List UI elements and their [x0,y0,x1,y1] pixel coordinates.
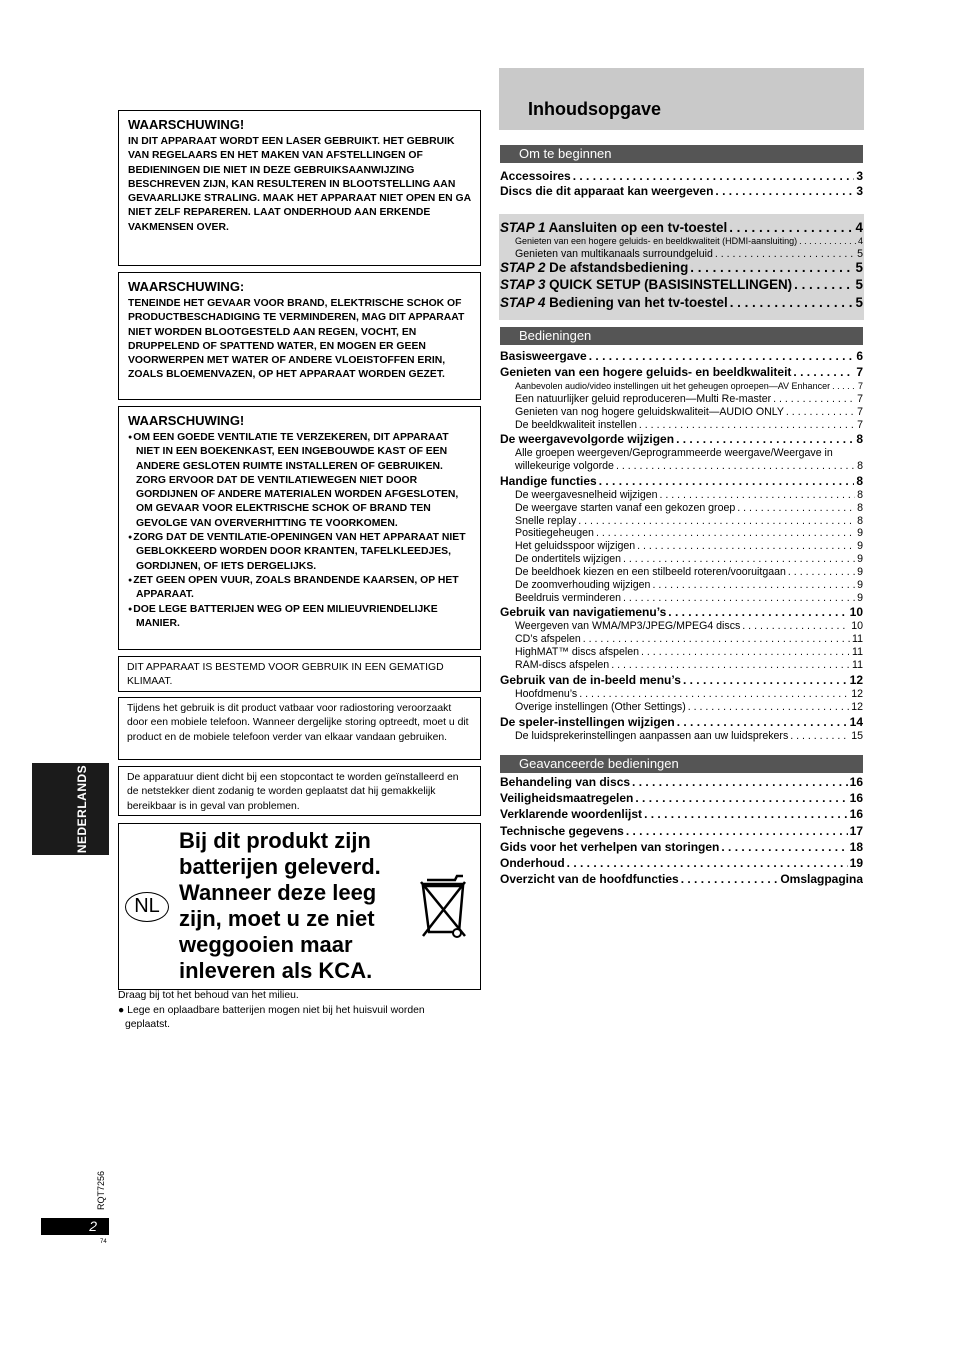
toc-page-number: 9 [857,527,863,539]
toc-entry-title: De weergavesnelheid wijzigen [515,489,658,501]
toc-page-number: 5 [855,260,863,275]
toc-entry [500,791,863,805]
toc-dot-leader [637,540,855,552]
toc-dot-leader [773,393,855,405]
toc-entry [515,447,863,459]
toc-entry [500,365,863,379]
toc-page-number: 7 [857,419,863,431]
toc-entry-title: Onderhoud [500,856,565,870]
toc-page-number: 4 [857,236,863,246]
toc-entry [515,381,863,391]
toc-dot-leader [578,515,855,527]
warning-text: IN DIT APPARAAT WORDT EEN LASER GEBRUIKT. HET GEBRUIK VAN REGELAARS EN HET MAKEN VAN AFSTELLINGEN OF BEDIENINGEN DIE NIET IN DEZE GEBRUIKSAANWIJZING BESCHREVEN ZIJN, KAN RESULTEREN IN BLOOTSTELLING AAN GEVAARLIJKE STRALING. MAAK HET APPARAAT NIET OPEN EN GA NIET ZELF REPAREREN. LAAT ONDERHOUD AAN ERKENDE VAKMENSEN OVER. [128,136,471,233]
toc-entry-title: Aanbevolen audio/video instellingen uit het geheugen oproepen—AV Enhancer [515,381,831,391]
toc-entry [515,527,863,539]
toc-page-number: 8 [857,502,863,514]
toc-dot-leader [623,553,855,565]
toc-entry-title: Genieten van een hogere geluids- en beeldkwaliteit [500,365,792,379]
toc-page-number: 4 [855,220,863,235]
toc-dot-leader [579,688,849,700]
toc-page-number: 3 [856,169,863,183]
toc-entry-title: willekeurige volgorde [515,460,614,472]
language-label: NEDERLANDS [75,764,89,854]
toc-entry [515,730,863,742]
document-code: RQT7256 [96,1170,106,1210]
toc-page-number: 16 [849,775,863,789]
toc-entry [500,277,863,292]
toc-page-number: 15 [851,730,863,742]
warning-item: ● OM EEN GOEDE VENTILATIE TE VERZEKEREN, DIT APPARAAT NIET IN EEN BOEKENKAST, EEN INGEBOUWDE KAST OF EEN ANDERE GESLOTEN RUIMTE INSTALLEREN OF GEBRUIKEN. ZORG ERVOOR DAT DE VENTILATIEWEGEN NIET DOOR GORDIJNEN OF ANDERE MATERIALEN WORDEN AFGESLOTEN, OM GEVAAR VOOR ELEKTRISCHE SCHOK OF BRAND TEN GEVOLGE VAN OVERVERHITTING TE VOORKOMEN. [128,431,472,531]
toc-entry-title: De ondertitels wijzigen [515,553,621,565]
toc-entry [515,489,863,501]
toc-dot-leader [596,527,855,539]
toc-dot-leader [616,460,855,472]
toc-entry [515,688,863,700]
toc-entry-title: De beeldhoek kiezen en een stilbeeld roteren/vooruitgaan [515,566,786,578]
toc-entry-title: Beeldruis verminderen [515,592,621,604]
toc-dot-leader [676,432,854,446]
toc-header [499,68,864,130]
toc-entry-title: De weergavevolgorde wijzigen [500,432,675,446]
toc-page-number: 6 [856,349,863,363]
toc-dot-leader [611,659,850,671]
toc-page-number: 7 [857,393,863,405]
toc-page-number: 5 [855,277,863,292]
toc-page-number: 5 [857,248,863,260]
toc-page-number: 3 [856,184,863,198]
crossed-bin-icon [419,874,469,940]
toc-entry-title: RAM-discs afspelen [515,659,610,671]
toc-entry [500,872,863,886]
toc-dot-leader [788,566,855,578]
toc-entry-title: Alle groepen weergeven/Geprogrammeerde weergave/Weergave in [515,447,833,459]
toc-entry-title: Het geluidsspoor wijzigen [515,540,636,552]
toc-dot-leader [793,365,854,379]
toc-dot-leader [660,489,856,501]
toc-dot-leader [681,872,779,886]
toc-entry-title: Positiegeheugen [515,527,594,539]
toc-entry-title: HighMAT™ discs afspelen [515,646,640,658]
toc-dot-leader [599,474,855,488]
stap-label: STAP 2 [500,260,546,275]
toc-page-number: 5 [855,295,863,310]
toc-page-number: 8 [856,474,863,488]
toc-page-number: 8 [857,515,863,527]
toc-page-number: 9 [857,566,863,578]
toc-entry [515,460,863,472]
toc-dot-leader [690,260,853,275]
toc-entry-title: Basisweergave [500,349,587,363]
toc-entry-title: Gebruik van navigatiemenu’s [500,605,667,619]
toc-entry [515,659,863,671]
warning-title: WAARSCHUWING! [128,117,245,132]
toc-entry-title: Genieten van multikanaals surroundgeluid [515,248,713,260]
toc-dot-leader [641,646,850,658]
warning-water-box [118,272,481,400]
toc-entry [515,515,863,527]
toc-entry [515,248,863,260]
warning-text: TENEINDE HET GEVAAR VOOR BRAND, ELEKTRISCHE SCHOK OF PRODUCTBESCHADIGING TE VERMINDEREN, MAG DIT APPARAAT NIET WORDEN BLOOTGESTELD AAN REGEN, VOCHT, EN DRUPPELEND OF SPATTEND WATER, EN MOGEN ER GEEN VOORWERPEN MET WATER OF ANDERE VLOEISTOFFEN ERIN, ZOALS BLOEMENVAZEN, OP HET APPARAAT WORDEN GEZET. [128,298,465,381]
toc-entry-title: Een natuurlijker geluid reproduceren—Multi Re-master [515,393,772,405]
toc-dot-leader [730,295,854,310]
toc-dot-leader [635,791,847,805]
toc-entry-title: Weergeven van WMA/MP3/JPEG/MPEG4 discs [515,620,741,632]
toc-dot-leader [626,824,848,838]
toc-entry [500,260,863,275]
toc-entry [500,295,863,310]
toc-entry-title: Snelle replay [515,515,577,527]
toc-dot-leader [786,406,855,418]
warning-list [128,431,472,631]
toc-dot-leader [639,419,855,431]
toc-page-number: 18 [849,840,863,854]
toc-page-number: 11 [852,633,863,645]
toc-entry [515,701,863,713]
toc-page-number: 17 [849,824,863,838]
toc-entry [515,419,863,431]
phone-notice [118,697,481,760]
toc-page-number: 10 [851,620,863,632]
stap-label: STAP 3 [500,277,546,292]
toc-entry [500,432,863,446]
toc-page-number: 14 [849,715,863,729]
toc-page-number: 8 [857,489,863,501]
toc-entry [515,592,863,604]
toc-page-number: 8 [856,432,863,446]
warning-title: WAARSCHUWING! [128,413,245,428]
toc-entry-title: Technische gegevens [500,824,624,838]
toc-entry-title: Handige functies [500,474,597,488]
toc-entry [500,169,863,183]
toc-entry-title: De beeldkwaliteit instellen [515,419,637,431]
toc-dot-leader [632,775,848,789]
toc-dot-leader [573,169,855,183]
toc-entry [515,579,863,591]
toc-entry [500,673,863,687]
toc-entry-title: Discs die dit apparaat kan weergeven [500,184,714,198]
toc-entry-title: Overige instellingen (Other Settings) [515,701,686,713]
toc-entry [500,474,863,488]
toc-entry [515,236,863,246]
toc-dot-leader [677,715,848,729]
toc-entry-title: STAP 3 QUICK SETUP (BASISINSTELLINGEN) [500,277,793,292]
kca-note: Draag bij tot het behoud van het milieu. [118,990,299,1001]
toc-entry [500,824,863,838]
page-number: 2 [89,1218,97,1234]
toc-entry-title: Gids voor het verhelpen van storingen [500,840,720,854]
toc-entry [515,620,863,632]
climate-notice [118,656,481,692]
warning-ventilation-box [118,406,481,650]
toc-dot-leader [832,381,856,391]
toc-entry-title: De speler-instellingen wijzigen [500,715,675,729]
socket-text: De apparatuur dient dicht bij een stopcontact te worden geïnstalleerd en de netstekker dient zodanig te worden geplaatst dat hij gemakkelijk bereikbaar is in geval van problemen. [127,772,459,812]
warning-title: WAARSCHUWING: [128,279,245,294]
toc-entry [515,393,863,405]
page-number-bar [41,1218,109,1235]
toc-page-number: 9 [857,592,863,604]
toc-page-number: 7 [857,406,863,418]
toc-entry [500,220,863,235]
toc-page-number: 9 [857,579,863,591]
warning-item: ● ZORG DAT DE VENTILATIE-OPENINGEN VAN HET APPARAAT NIET GEBLOKKEERD WORDEN DOOR KRANTEN, TAFELKLEEDJES, GORDIJNEN, OF IETS DERGELIJKS. [128,531,472,574]
toc-entry-title: Veiligheidsmaatregelen [500,791,634,805]
toc-dot-leader [729,220,853,235]
toc-entry [500,184,863,198]
warning-laser-box [118,110,481,266]
toc-page-number: 9 [857,540,863,552]
toc-entry-title: Hoofdmenu’s [515,688,578,700]
toc-entry-title: CD’s afspelen [515,633,581,645]
toc-entry-title: Gebruik van de in-beeld menu’s [500,673,681,687]
climate-text: DIT APPARAAT IS BESTEMD VOOR GEBRUIK IN EEN GEMATIGD KLIMAAT. [127,662,444,688]
toc-entry [500,715,863,729]
toc-dot-leader [799,236,856,246]
kca-note-text: Lege en oplaadbare batterijen mogen niet bij het huisvuil worden geplaatst. [125,1005,425,1031]
toc-page-number: 11 [852,646,863,658]
toc-dot-leader [688,701,849,713]
stap-label: STAP 4 [500,295,546,310]
language-tab [32,763,109,855]
toc-entry-title: Verklarende woordenlijst [500,807,643,821]
toc-dot-leader [652,579,855,591]
footer-small: 74 [100,1239,107,1245]
toc-page-number: 16 [849,807,863,821]
toc-page-number: 7 [857,381,863,391]
kca-note-bullet: ● Lege en oplaadbare batterijen mogen niet bij het huisvuil worden geplaatst. [118,1005,425,1031]
toc-page-number: 11 [852,659,863,671]
toc-entry [515,540,863,552]
toc-dot-leader [794,277,853,292]
toc-title: Inhoudsopgave [528,99,662,119]
toc-entry [500,349,863,363]
toc-dot-leader [623,592,855,604]
toc-entry-title: Accessoires [500,169,571,183]
toc-dot-leader [583,633,850,645]
toc-page-number: 10 [849,605,863,619]
toc-page-number: Omslagpagina [780,872,863,886]
socket-notice [118,766,481,816]
toc-entry [500,775,863,789]
toc-entry-title: STAP 2 De afstandsbediening [500,260,689,275]
section-header: Geavanceerde bedieningen [500,755,863,773]
toc-dot-leader [668,605,847,619]
toc-page-number: 9 [857,553,863,565]
warning-item: ● ZET GEEN OPEN VUUR, ZOALS BRANDENDE KAARSEN, OP HET APPARAAT. [128,574,472,603]
section-header: Bedieningen [500,327,863,345]
toc-page-number: 8 [857,460,863,472]
nl-logo: NL [125,892,169,922]
toc-dot-leader [742,620,849,632]
toc-entry-title: Genieten van een hogere geluids- en beeldkwaliteit (HDMI-aansluiting) [515,236,798,246]
toc-dot-leader [683,673,848,687]
kca-text: Bij dit produkt zijn batterijen geleverd. Wanneer deze leeg zijn, moet u ze niet weggooien maar inleveren als KCA. [179,828,381,983]
toc-entry [515,566,863,578]
toc-entry-title: STAP 4 Bediening van het tv-toestel [500,295,728,310]
stap-label: STAP 1 [500,220,546,235]
toc-page-number: 12 [849,673,863,687]
toc-entry [515,553,863,565]
toc-entry [515,633,863,645]
toc-dot-leader [715,248,855,260]
section-header: Om te beginnen [500,145,863,163]
toc-entry-title: De weergave starten vanaf een gekozen groep [515,502,736,514]
toc-page-number: 12 [851,688,863,700]
toc-dot-leader [715,184,854,198]
toc-dot-leader [644,807,848,821]
toc-page-number: 19 [849,856,863,870]
toc-entry-title: De zoomverhouding wijzigen [515,579,651,591]
toc-page-number: 16 [849,791,863,805]
toc-entry [500,840,863,854]
toc-page-number: 7 [856,365,863,379]
toc-entry [500,807,863,821]
toc-entry-title: Genieten van nog hogere geluidskwaliteit—AUDIO ONLY [515,406,784,418]
toc-dot-leader [790,730,849,742]
toc-entry [515,646,863,658]
toc-entry [515,502,863,514]
toc-page-number: 12 [851,701,863,713]
toc-entry [500,856,863,870]
toc-dot-leader [589,349,855,363]
toc-entry-title: Behandeling van discs [500,775,631,789]
toc-entry-title: STAP 1 Aansluiten op een tv-toestel [500,220,728,235]
toc-entry-title: De luidsprekerinstellingen aanpassen aan uw luidsprekers [515,730,789,742]
toc-dot-leader [737,502,855,514]
kca-battery-box [118,823,481,990]
toc-entry [515,406,863,418]
toc-dot-leader [721,840,847,854]
toc-entry-title: Overzicht van de hoofdfuncties [500,872,679,886]
warning-item: ● DOE LEGE BATTERIJEN WEG OP EEN MILIEUVRIENDELIJKE MANIER. [128,603,472,632]
toc-dot-leader [567,856,848,870]
phone-text: Tijdens het gebruik is dit product vatbaar voor radiostoring veroorzaakt door een mobiele telefoon. Wanneer dergelijke storing optreedt, moet u dit product en de mobiele telefoon verder van elkaar vandaan gebruiken. [127,703,469,743]
toc-entry [500,605,863,619]
